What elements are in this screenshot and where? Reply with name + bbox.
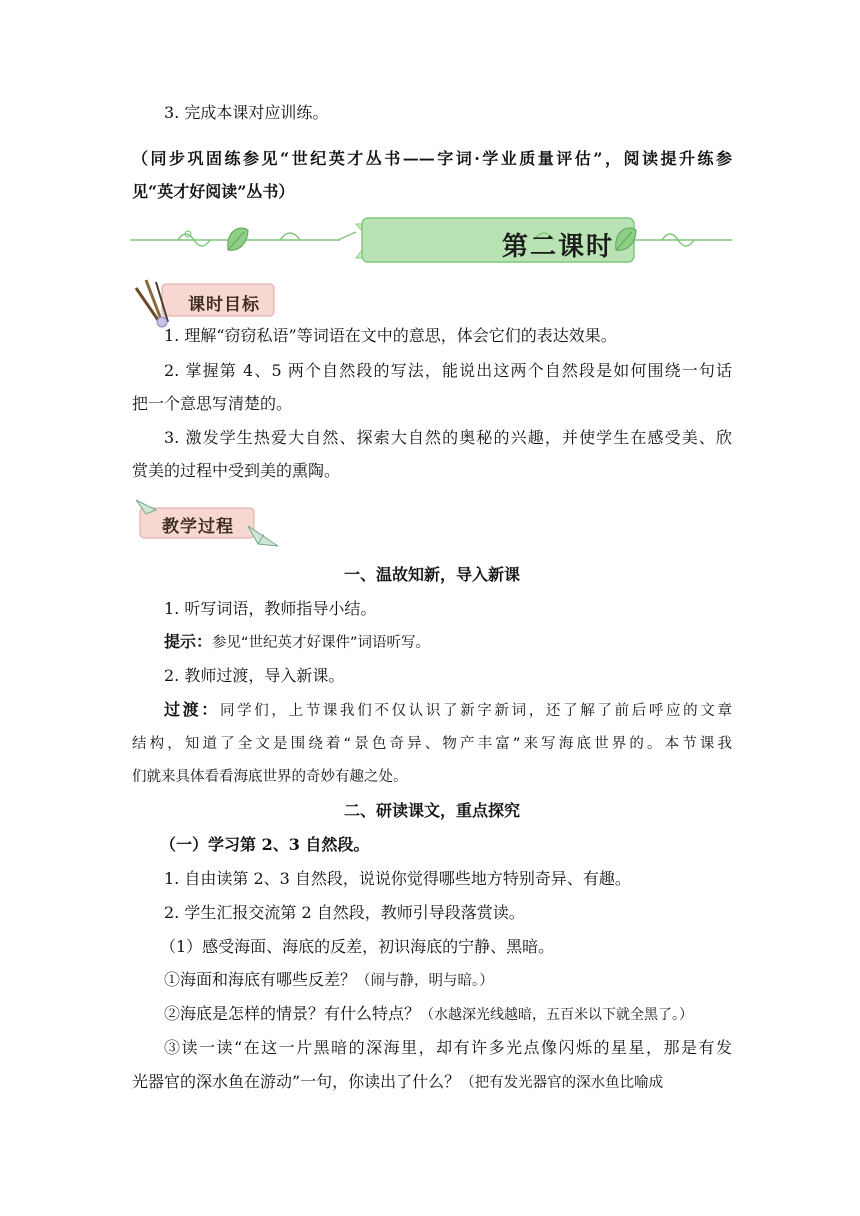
section-heading: 一、温故知新，导入新课 bbox=[343, 565, 520, 584]
transition-text: 同学们，上节课我们不仅认识了新字新词，还了解了前后呼应的文章 bbox=[219, 703, 732, 719]
tip-line bbox=[164, 632, 732, 653]
text-line: 1. 自由读第 2、3 自然段，说说你觉得哪些地方特别奇异、有趣。 bbox=[164, 869, 631, 888]
question-line bbox=[164, 970, 732, 991]
tip-text: 参见“世纪英才好课件”词语听写。 bbox=[212, 635, 431, 651]
goal-item: 2. 掌握第 4、5 两个自然段的写法，能说出这两个自然段是如何围绕一句话 bbox=[164, 361, 732, 380]
process-section-label bbox=[132, 496, 282, 548]
transition-line bbox=[164, 700, 732, 721]
text-line: 2. 学生汇报交流第 2 自然段，教师引导段落赏读。 bbox=[164, 903, 525, 922]
banner-ornament bbox=[130, 210, 732, 266]
text-line: 2. 教师过渡，导入新课。 bbox=[164, 666, 345, 685]
goal-item: 3. 激发学生热爱大自然、探索大自然的奥秘的兴趣，并使学生在感受美、欣 bbox=[164, 428, 732, 447]
tip-label: 提示： bbox=[164, 632, 213, 651]
lesson-banner bbox=[130, 210, 732, 266]
answer-note: （闹与静，明与暗。） bbox=[356, 973, 494, 989]
goals-label: 课时目标 bbox=[188, 295, 260, 315]
answer-note: （水越深光线越暗，五百米以下就全黑了。） bbox=[420, 1007, 694, 1023]
question-text: ②海底是怎样的情景？有什么特点？ bbox=[164, 1004, 421, 1023]
text-line: 3. 完成本课对应训练。 bbox=[164, 103, 329, 122]
goal-item-cont: 赏美的过程中受到美的熏陶。 bbox=[132, 461, 341, 480]
question-text: 光器官的深水鱼在游动”一句，你读出了什么？ bbox=[132, 1072, 461, 1091]
transition-label: 过渡： bbox=[164, 700, 220, 719]
transition-text: 们就来具体看看海底世界的奇妙有趣之处。 bbox=[132, 769, 408, 785]
goal-item: 1. 理解“窃窃私语”等词语在文中的意思，体会它们的表达效果。 bbox=[164, 326, 617, 345]
question-line bbox=[132, 1072, 732, 1093]
text-line: 见“英才好阅读”丛书） bbox=[132, 182, 295, 201]
goals-section-label bbox=[132, 278, 282, 330]
answer-note: （把有发光器官的深水鱼比喻成 bbox=[460, 1075, 664, 1091]
section-heading: 二、研读课文，重点探究 bbox=[343, 801, 520, 820]
text-line: （同步巩固练参见“世纪英才丛书——字词·学业质量评估”，阅读提升练参 bbox=[132, 149, 732, 168]
process-label: 教学过程 bbox=[162, 517, 234, 537]
text-line: 1. 听写词语，教师指导小结。 bbox=[164, 599, 377, 618]
question-line: ③读一读“在这一片黑暗的深海里，却有许多光点像闪烁的星星，那是有发 bbox=[164, 1038, 732, 1057]
question-text: ①海面和海底有哪些反差？ bbox=[164, 970, 357, 989]
subsection-heading: （一）学习第 2、3 自然段。 bbox=[160, 835, 370, 854]
transition-text: 结构，知道了全文是围绕着“景色奇异、物产丰富”来写海底世界的。本节课我 bbox=[132, 736, 732, 752]
goal-item-cont: 把一个意思写清楚的。 bbox=[132, 394, 293, 413]
text-line: （1）感受海面、海底的反差，初识海底的宁静、黑暗。 bbox=[160, 937, 555, 956]
banner-title: 第二课时 bbox=[501, 232, 614, 262]
question-line bbox=[164, 1004, 732, 1025]
